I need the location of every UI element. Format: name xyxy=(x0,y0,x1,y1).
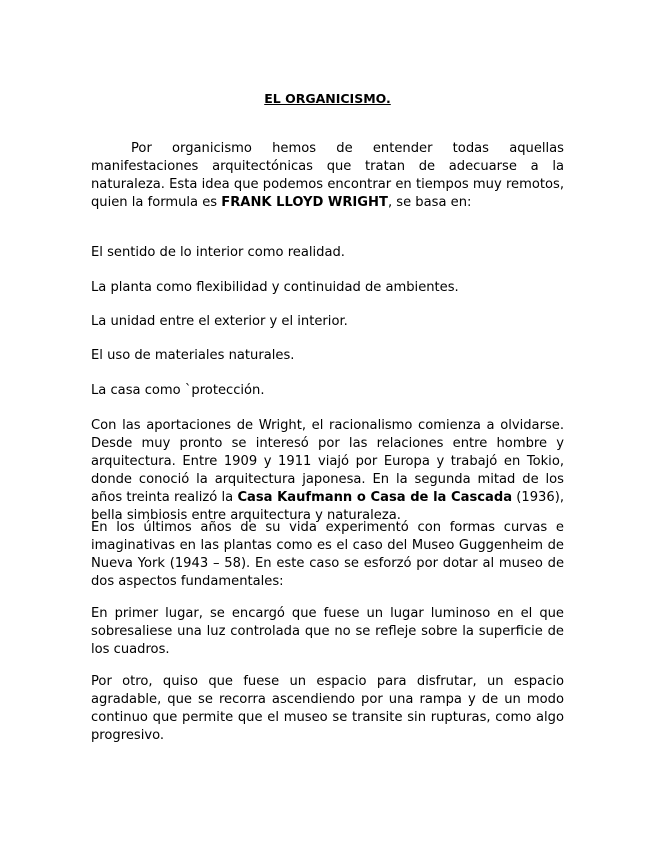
principle-item: El sentido de lo interior como realidad. xyxy=(91,245,345,260)
architect-name: FRANK LLOYD WRIGHT xyxy=(221,195,388,210)
history-paragraph xyxy=(91,417,564,525)
principle-item: La planta como flexibilidad y continuidad de ambientes. xyxy=(91,280,459,295)
principle-item: La unidad entre el exterior y el interior. xyxy=(91,314,348,329)
history-text-end: (1936), bella simbiosis entre arquitectura y naturaleza. xyxy=(91,490,564,523)
intro-text: Por organicismo hemos de entender todas aquellas manifestaciones arquitectónicas que tratan de adecuarse a la naturaleza. Esta idea que podemos encontrar en tiempos muy remotos, quien la formula es xyxy=(91,141,564,210)
guggenheim-paragraph: En los últimos años de su vida experimentó con formas curvas e imaginativas en las plantas como es el caso del Museo Guggenheim de Nueva York (1943 – 58). En este caso se esforzó por dotar al museo de dos aspectos fundamentales: xyxy=(91,520,564,589)
second-aspect-paragraph: Por otro, quiso que fuese un espacio para disfrutar, un espacio agradable, que se recorra ascendiendo por una rampa y de un modo continuo que permite que el museo se transite sin rupturas, como algo progresivo. xyxy=(91,674,564,743)
intro-paragraph xyxy=(91,140,564,212)
first-aspect-paragraph: En primer lugar, se encargó que fuese un lugar luminoso en el que sobresaliese una luz controlada que no se refleje sobre la superficie de los cuadros. xyxy=(91,606,564,657)
history-text: Con las aportaciones de Wright, el racionalismo comienza a olvidarse. Desde muy pronto se interesó por las relaciones entre hombre y arquitectura. Entre 1909 y 1911 viajó por Europa y trabajó en Tokio, donde conoció la arquitectura japonesa. En la segunda mitad de los años treinta realizó la xyxy=(91,418,564,505)
principle-item: El uso de materiales naturales. xyxy=(91,348,295,363)
document-title: EL ORGANICISMO. xyxy=(264,91,391,106)
intro-text-end: , se basa en: xyxy=(387,195,472,210)
casa-kaufmann-name: Casa Kaufmann o Casa de la Cascada xyxy=(237,490,513,505)
principle-item: La casa como `protección. xyxy=(91,383,265,398)
